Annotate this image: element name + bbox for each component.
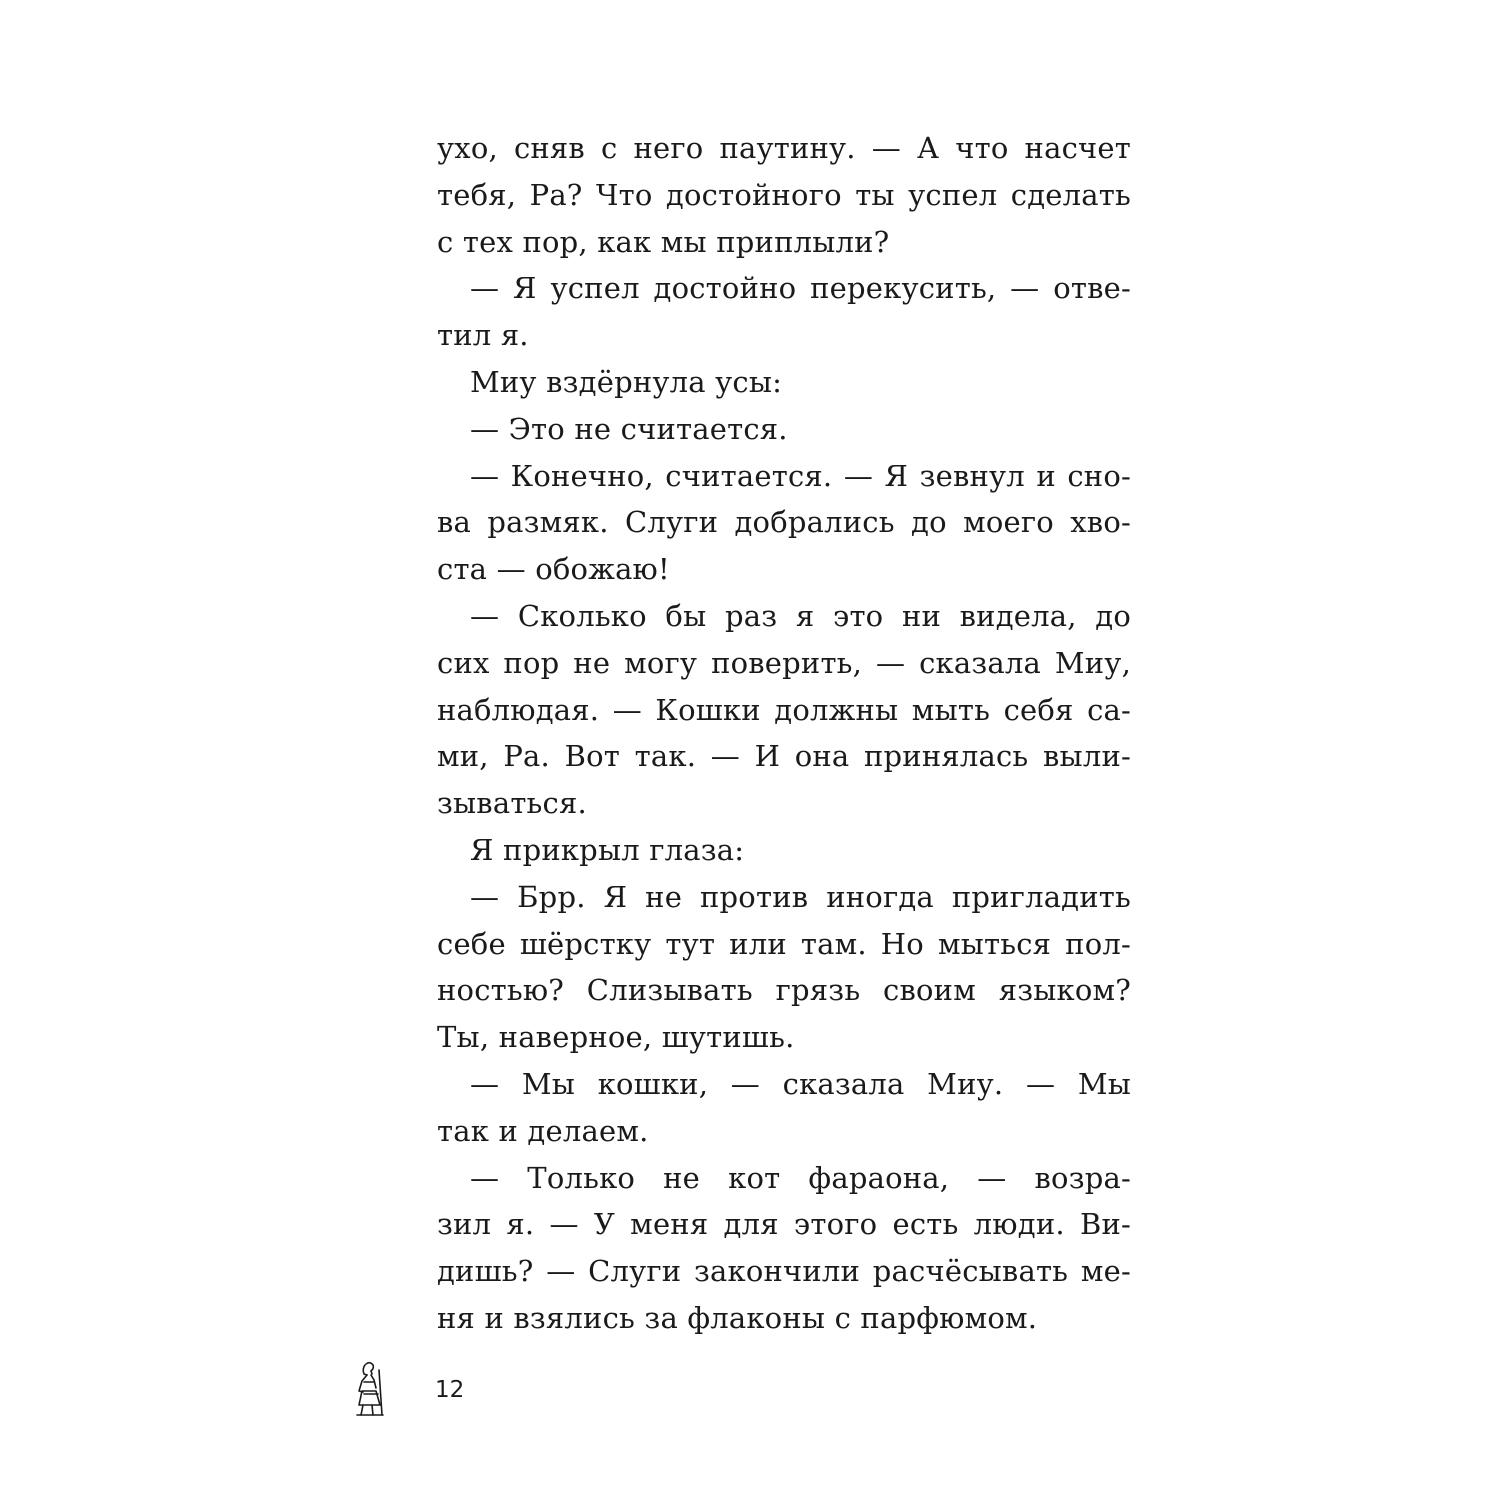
text-line: ухо, сняв с него паутину. — А что насчет xyxy=(437,131,1131,165)
text-line: наблюдая. — Кошки должны мыть себя са- xyxy=(437,692,1131,727)
text-line: ва размяк. Слуги добрались до моего хво- xyxy=(437,505,1131,540)
text-line: зываться. xyxy=(437,786,587,821)
text-line: Я прикрыл глаза: xyxy=(470,832,745,867)
text-line: зил я. — У меня для этого есть люди. Ви- xyxy=(437,1207,1131,1242)
text-line: Ты, наверное, шутишь. xyxy=(437,1020,795,1055)
text-line: — Брр. Я не против иногда пригладить xyxy=(470,879,1131,914)
text-line: тебя, Ра? Что достойного ты успел сделать xyxy=(437,177,1131,212)
page-number: 12 xyxy=(435,1377,465,1403)
text-line: тил я. xyxy=(437,318,529,353)
text-line: с тех пор, как мы приплыли? xyxy=(437,224,890,259)
text-line: ня и взялись за флаконы с парфюмом. xyxy=(437,1300,1038,1335)
text-line: дишь? — Слуги закончили расчёсывать ме- xyxy=(437,1254,1131,1289)
text-line: — Сколько бы раз я это ни видела, до xyxy=(470,598,1131,633)
text-line: — Я успел достойно перекусить, — отве- xyxy=(470,271,1131,306)
text-line: себе шёрстку тут или там. Но мыться пол- xyxy=(437,926,1131,961)
text-line: — Только не кот фараона, — возра- xyxy=(470,1160,1131,1195)
text-line: ста — обожаю! xyxy=(437,552,670,587)
text-line: — Это не считается. xyxy=(470,411,788,446)
text-line: сих пор не могу поверить, — сказала Миу, xyxy=(437,645,1131,680)
text-line: так и делаем. xyxy=(437,1113,649,1148)
egyptian-figure-icon xyxy=(352,1360,386,1416)
text-line: — Мы кошки, — сказала Миу. — Мы xyxy=(470,1066,1131,1101)
text-line: — Конечно, считается. — Я зевнул и сно- xyxy=(470,458,1131,493)
text-line: ностью? Слизывать грязь своим языком? xyxy=(437,973,1131,1008)
text-line: Миу вздёрнула усы: xyxy=(470,364,783,399)
body-text xyxy=(437,125,1131,1342)
text-line: ми, Ра. Вот так. — И она принялась выли- xyxy=(437,739,1131,774)
